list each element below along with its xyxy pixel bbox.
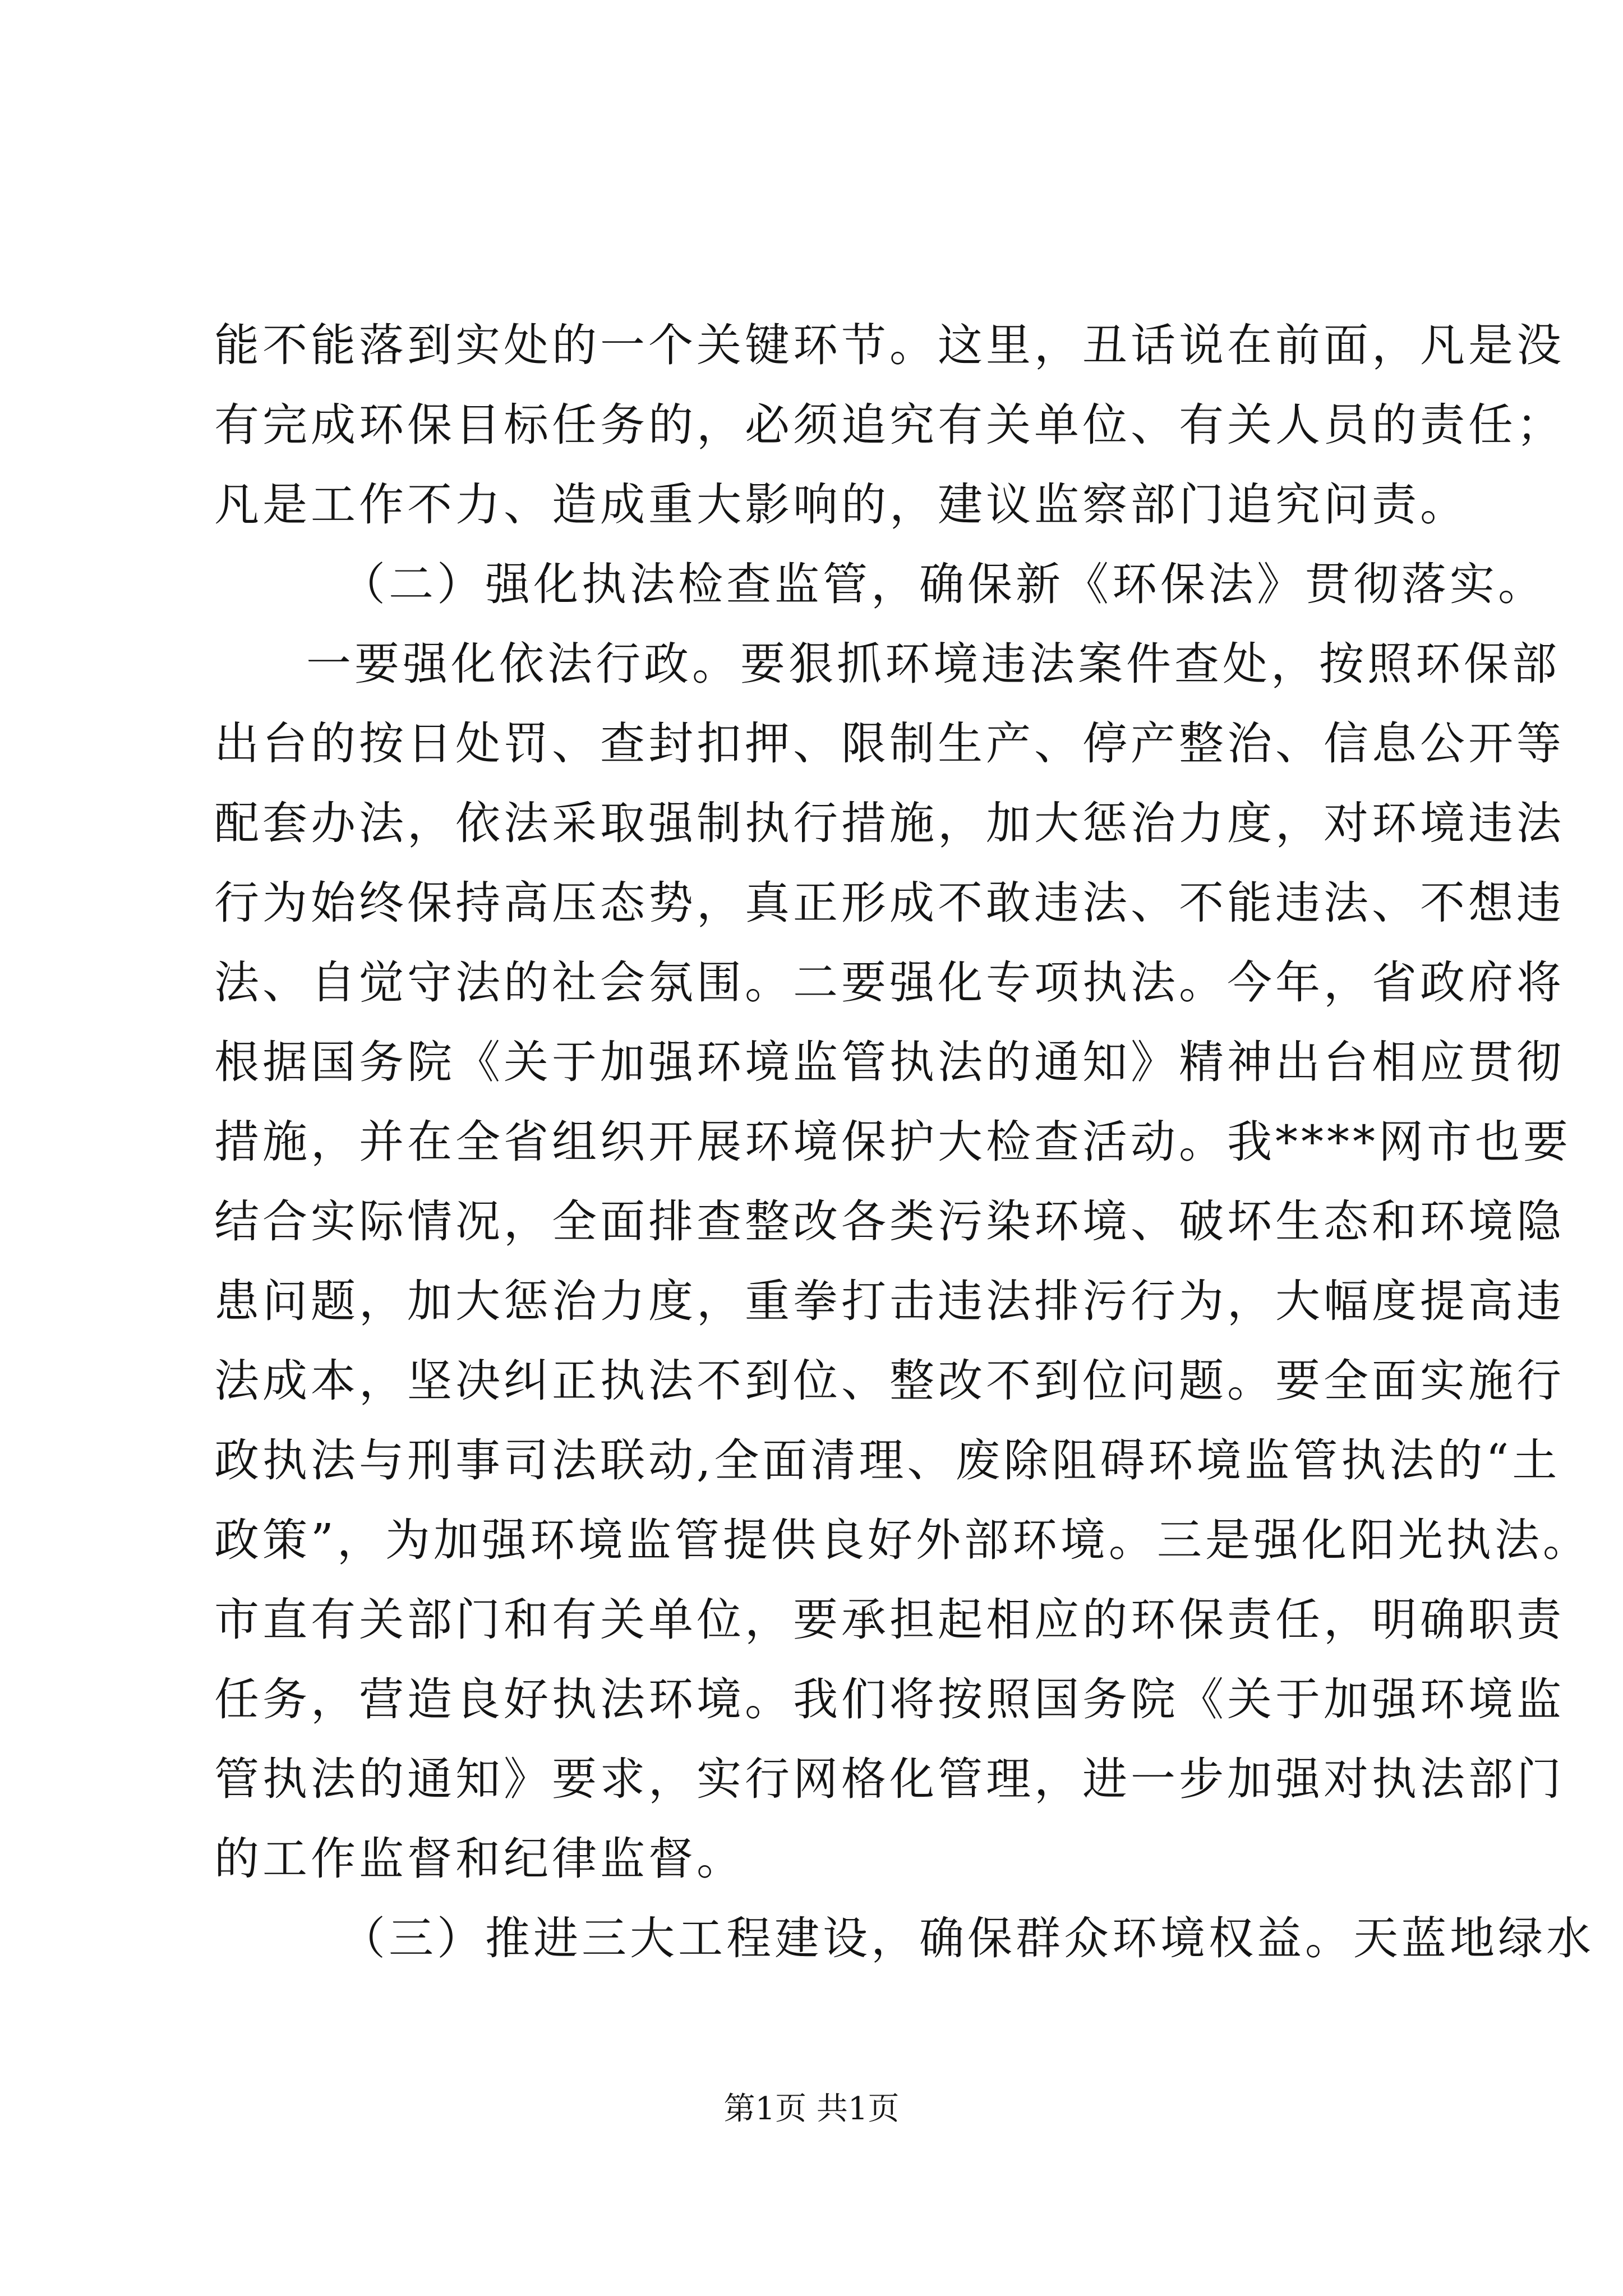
- section-heading: （二）强化执法检查监管，确保新《环保法》贯彻落实。: [340, 558, 1546, 610]
- text-line: 配套办法，依法采取强制执行措施，加大惩治力度，对环境违法: [214, 797, 1565, 849]
- text-line: 任务，营造良好执法环境。我们将按照国务院《关于加强环境监: [214, 1673, 1565, 1726]
- text-line: 市直有关部门和有关单位，要承担起相应的环保责任，明确职责: [214, 1594, 1565, 1646]
- text-line: 能不能落到实处的一个关键环节。这里，丑话说在前面，凡是没: [214, 319, 1565, 371]
- text-line: 政执法与刑事司法联动,全面清理、废除阻碍环境监管执法的“土: [214, 1434, 1561, 1487]
- text-line: 管执法的通知》要求，实行网格化管理，进一步加强对执法部门: [214, 1753, 1565, 1805]
- text-line: 结合实际情况，全面排查整改各类污染环境、破坏生态和环境隐: [214, 1195, 1565, 1248]
- page-footer: 第1页 共1页: [723, 2091, 900, 2127]
- text-line: 患问题，加大惩治力度，重拳打击违法排污行为，大幅度提高违: [214, 1275, 1565, 1327]
- text-line: 凡是工作不力、造成重大影响的，建议监察部门追究问责。: [214, 478, 1468, 531]
- text-line: 出台的按日处罚、查封扣押、限制生产、停产整治、信息公开等: [214, 717, 1565, 770]
- text-line: 根据国务院《关于加强环境监管执法的通知》精神出台相应贯彻: [214, 1036, 1565, 1088]
- text-line: 法、自觉守法的社会氛围。二要强化专项执法。今年，省政府将: [214, 956, 1565, 1009]
- text-line: 政策”，为加强环境监管提供良好外部环境。三是强化阳光执法。: [214, 1514, 1591, 1566]
- text-line: 法成本，坚决纠正执法不到位、整改不到位问题。要全面实施行: [214, 1355, 1565, 1407]
- document-body: [214, 306, 1594, 1978]
- text-line: 有完成环保目标任务的，必须追究有关单位、有关人员的责任；: [214, 399, 1565, 451]
- text-line: 行为始终保持高压态势，真正形成不敢违法、不能违法、不想违: [214, 877, 1565, 929]
- text-line: 的工作监督和纪律监督。: [214, 1833, 745, 1885]
- text-line: 措施，并在全省组织开展环境保护大检查活动。我****网市也要: [214, 1116, 1571, 1168]
- section-heading: （三）推进三大工程建设，确保群众环境权益。天蓝地绿水: [340, 1912, 1594, 1964]
- text-line: 一要强化依法行政。要狠抓环境违法案件查处，按照环保部: [306, 638, 1560, 690]
